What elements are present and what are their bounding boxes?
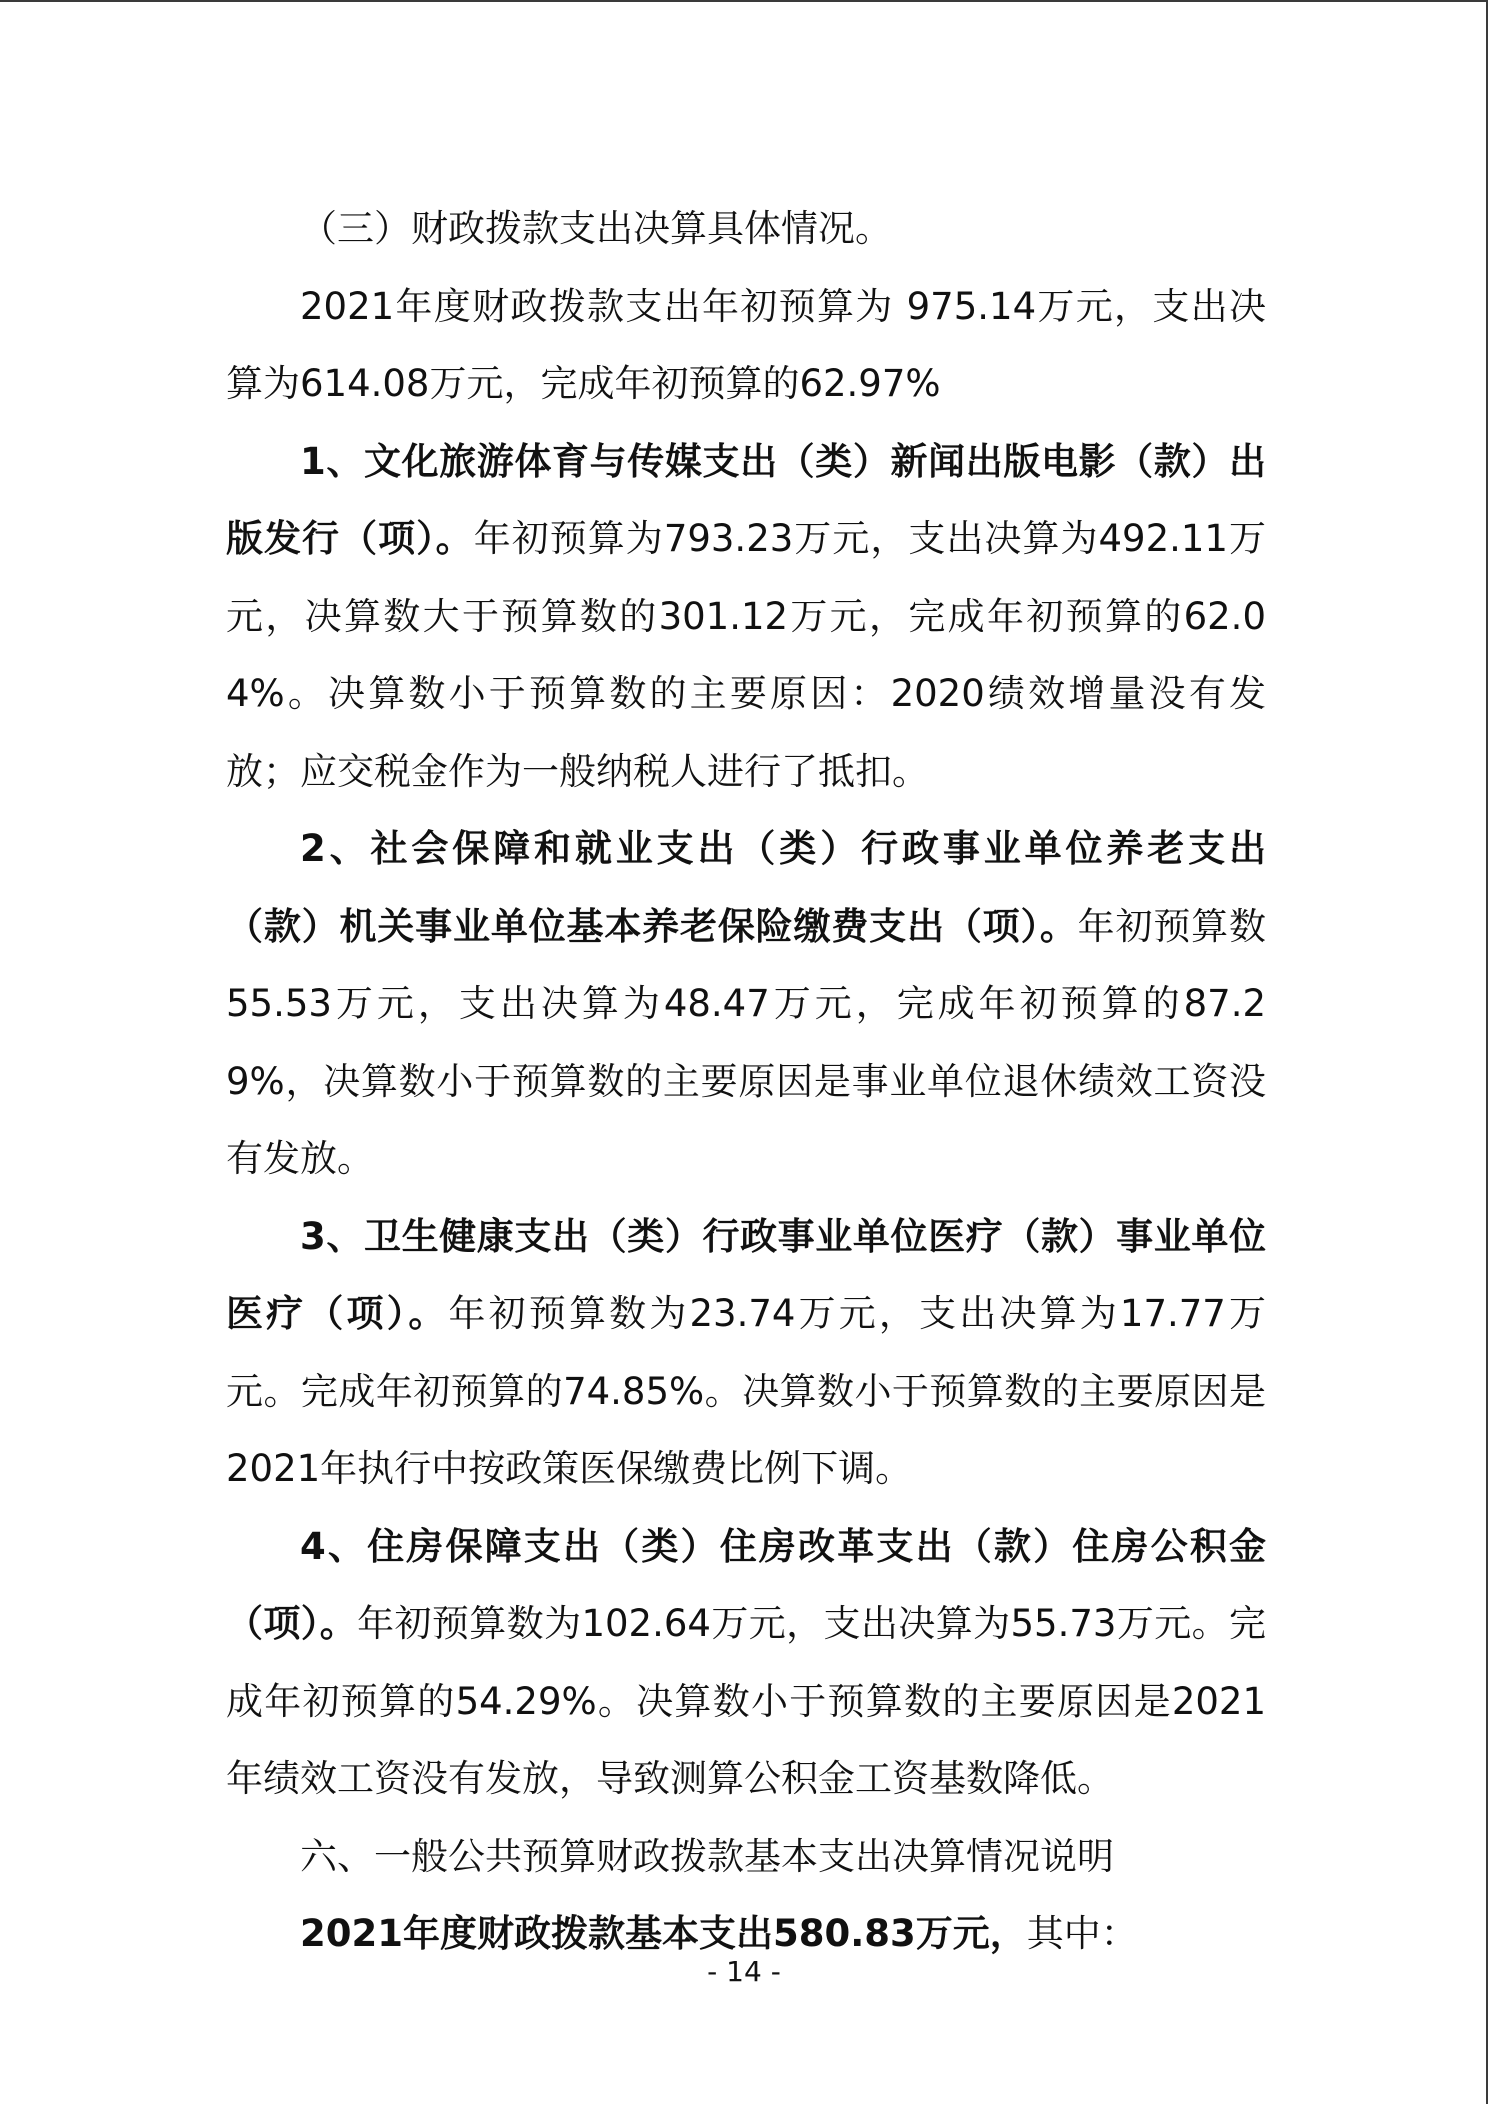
item-4-title: 4、住房保障支出（类）住房改革支出（款）住房公积金（项）。 [226,1524,1266,1645]
summary-paragraph [226,268,1266,423]
item-4-paragraph [226,1508,1266,1818]
item-1-title: 1、文化旅游体育与传媒支出（类）新闻出版电影（款）出版发行（项）。 [226,439,1266,560]
item-3-title: 3、卫生健康支出（类）行政事业单位医疗（款）事业单位医疗（项）。 [226,1214,1266,1335]
item-4-body: 年初预算数为102.64万元，支出决算为55.73万元。完成年初预算的54.29%。决算数小于预算数的主要原因是2021年绩效工资没有发放，导致测算公积金工资基数降低。 [226,1602,1267,1800]
text-run: 2021年度财政拨款支出年初预算为 975.14万元，支出决算为614.08万元，完成年初预算的62.97% [226,284,1266,405]
page-number: - 14 - [707,1955,781,1988]
item-3-body: 年初预算数为23.74万元，支出决算为17.77万元。完成年初预算的74.85%。决算数小于预算数的主要原因是2021年执行中按政策医保缴费比例下调。 [226,1292,1266,1490]
section-6-summary-lead: 2021年度财政拨款基本支出580.83万元， [300,1912,1027,1955]
document-body [226,190,1266,1973]
section-6-summary-tail: 其中： [1026,1912,1138,1955]
item-2-body: 年初预算数55.53万元，支出决算为48.47万元，完成年初预算的87.29%，决算数小于预算数的主要原因是事业单位退休绩效工资没有发放。 [226,904,1267,1180]
section-6-heading [226,1818,1266,1896]
section-heading-3 [226,190,1266,268]
text-run: （三）财政拨款支出决算具体情况。 [300,207,892,250]
item-1-paragraph [226,423,1266,811]
item-3-paragraph [226,1198,1266,1508]
item-2-title: 2、社会保障和就业支出（类）行政事业单位养老支出（款）机关事业单位基本养老保险缴费支出（项）。 [226,827,1266,948]
text-run: 六、一般公共预算财政拨款基本支出决算情况说明 [300,1834,1114,1878]
item-2-paragraph [226,810,1266,1198]
page-border-top [0,0,1488,2]
item-1-body: 年初预算为793.23万元，支出决算为492.11万元，决算数大于预算数的301.12万元，完成年初预算的62.04%。决算数小于预算数的主要原因：2020绩效增量没有发放；应交税金作为一般纳税人进行了抵扣。 [226,517,1266,793]
